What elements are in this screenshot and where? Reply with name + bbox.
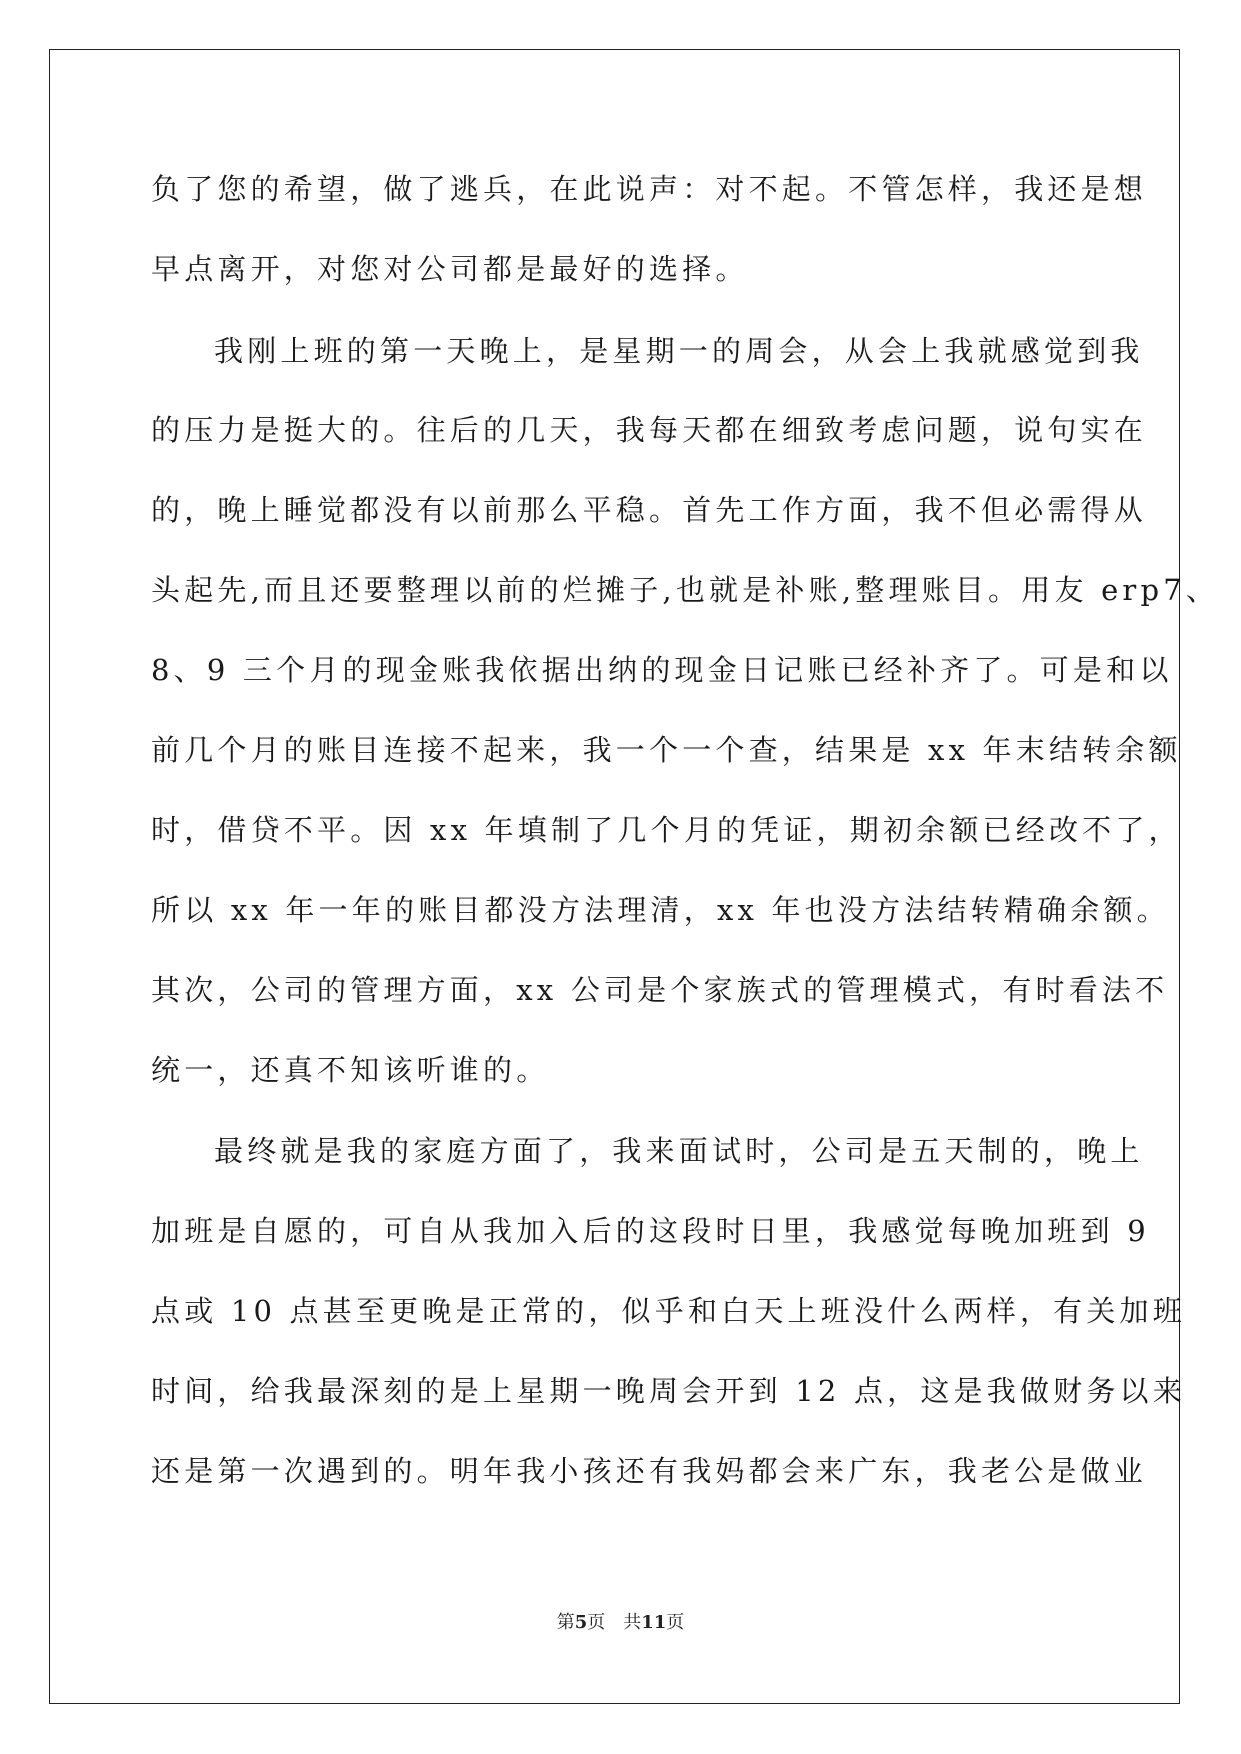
page-footer	[0, 1608, 1241, 1634]
footer-page-number: 5	[574, 1612, 588, 1633]
footer-total-pages: 11	[641, 1612, 667, 1633]
footer-total-prefix: 共	[623, 1612, 642, 1633]
text-line-2: 早点离开，对您对公司都是最好的选择。	[151, 252, 749, 286]
footer-page-suffix: 页	[587, 1612, 606, 1633]
text-line-4: 的压力是挺大的。往后的几天，我每天都在细致考虑问题，说句实在	[151, 413, 1148, 447]
text-line-5: 的，晚上睡觉都没有以前那么平稳。首先工作方面，我不但必需得从	[151, 493, 1148, 527]
text-line-17: 还是第一次遇到的。明年我小孩还有我妈都会来广东，我老公是做业	[151, 1454, 1148, 1488]
text-line-1: 负了您的希望，做了逃兵，在此说声：对不起。不管怎样，我还是想	[151, 172, 1148, 206]
text-line-6: 头起先,而且还要整理以前的烂摊子,也就是补账,整理账目。用友 erp7、	[151, 573, 1220, 607]
text-line-10: 所以 xx 年一年的账目都没方法理清，xx 年也没方法结转精确余额。	[151, 893, 1170, 927]
text-line-13: 最终就是我的家庭方面了，我来面试时，公司是五天制的，晚上	[214, 1134, 1144, 1168]
text-line-16: 时间，给我最深刻的是上星期一晚周会开到 12 点，这是我做财务以来	[151, 1374, 1186, 1408]
text-line-9: 时，借贷不平。因 xx 年填制了几个月的凭证，期初余额已经改不了，	[151, 813, 1182, 847]
text-line-7: 8、9 三个月的现金账我依据出纳的现金日记账已经补齐了。可是和以	[151, 653, 1173, 687]
text-line-14: 加班是自愿的，可自从我加入后的这段时日里，我感觉每晚加班到 9	[151, 1214, 1150, 1248]
text-line-8: 前几个月的账目连接不起来，我一个一个查，结果是 xx 年末结转余额	[151, 733, 1182, 767]
footer-total-suffix: 页	[666, 1612, 685, 1633]
text-line-15: 点或 10 点甚至更晚是正常的，似乎和白天上班没什么两样，有关加班	[151, 1294, 1186, 1328]
text-line-11: 其次，公司的管理方面，xx 公司是个家族式的管理模式，有时看法不	[151, 973, 1169, 1007]
text-line-3: 我刚上班的第一天晚上，是星期一的周会，从会上我就感觉到我	[214, 334, 1144, 368]
footer-page-prefix: 第	[556, 1612, 575, 1633]
text-line-12: 统一，还真不知该听谁的。	[151, 1053, 550, 1087]
